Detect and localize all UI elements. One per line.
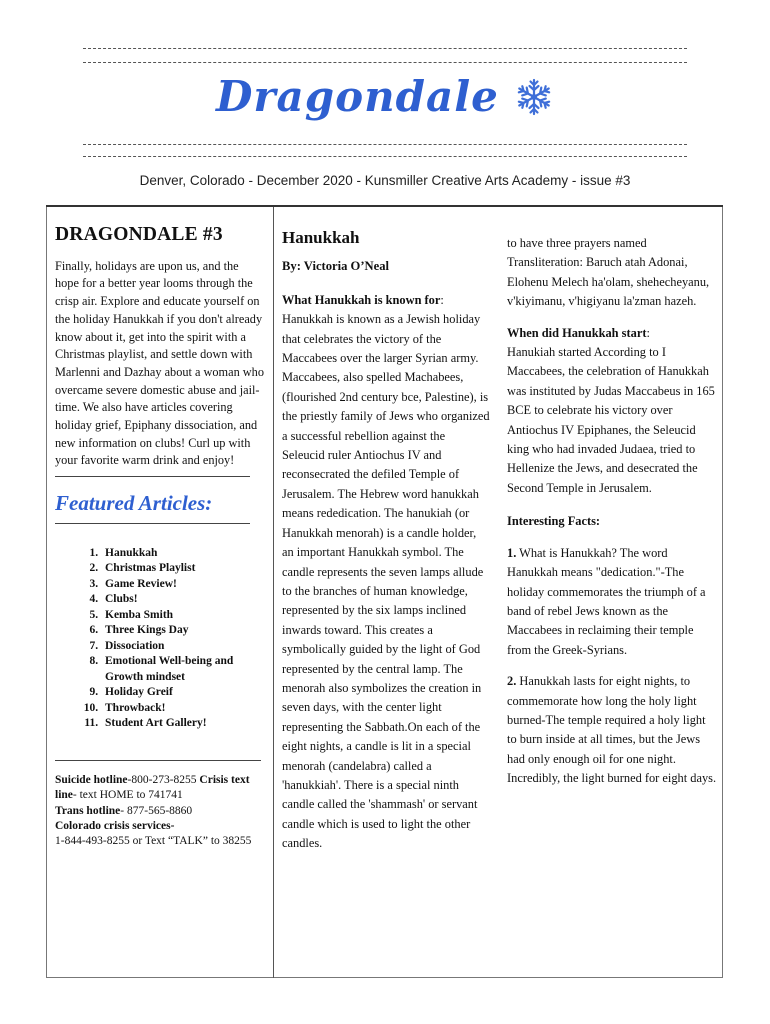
hotline-info: [55, 773, 265, 850]
trans-hotline-label: Trans hotline: [55, 804, 121, 817]
snowflake-icon: [514, 77, 554, 117]
fact-text: Hanukkah lasts for eight nights, to commemorate how long the holy light burned-The temple required a holy light to burn inside at all times, but the Jews had only enough oil for one night. Incredibly, the light burned for eight days.: [507, 674, 717, 786]
list-item[interactable]: 7. Dissociation: [101, 639, 265, 655]
divider-rule: [55, 760, 261, 761]
intro-text: Finally, holidays are upon us, and the hope for a better year looms through the crisp air. Explore and educate yourself on the holiday Hanukkah if you don't already know about it, get into the spirit with a Christmas playlist, and settle down with Marlenni and Dazhay about a woman who overcame severe domestic abuse and jail-time. We also have articles covering holiday grief, Epiphany dissociation, and new information on clubs! Curl up with your favorite warm drink and enjoy!: [55, 258, 264, 468]
masthead: [0, 72, 770, 121]
known-for-section: [282, 291, 490, 854]
article-column: [282, 228, 490, 854]
start-heading: When did Hanukkah start: [507, 325, 647, 340]
list-item[interactable]: 2. Christmas Playlist: [101, 561, 265, 577]
divider-rule: [55, 523, 250, 524]
sidebar-column: [55, 226, 265, 850]
list-item[interactable]: 5. Kemba Smith: [101, 608, 265, 624]
list-item[interactable]: 6. Three Kings Day: [101, 623, 265, 639]
suicide-hotline-number: -800-273-8255: [127, 773, 200, 786]
fact-number: 2.: [507, 674, 517, 689]
list-item[interactable]: 3. Game Review!: [101, 577, 265, 593]
heading-colon: :: [440, 292, 444, 307]
start-section: [507, 324, 717, 499]
suicide-hotline-label: Suicide hotline: [55, 773, 128, 786]
list-item[interactable]: 4. Clubs!: [101, 592, 265, 608]
article-title: Hanukkah: [282, 228, 360, 247]
trans-hotline-number: - 877-565-8860: [120, 804, 193, 817]
fact-2: [507, 672, 717, 788]
fact-1: [507, 544, 717, 660]
frame-border: [46, 207, 47, 978]
article-byline: By: Victoria O’Neal: [282, 259, 390, 274]
list-item[interactable]: 11. Student Art Gallery!: [101, 716, 265, 732]
newsletter-title: Dragondale: [215, 72, 499, 121]
facts-heading: Interesting Facts:: [507, 514, 601, 529]
prayers-text: to have three prayers named Transliteration: Baruch atah Adonai, Elohenu Melech ha'olam, shehecheyanu, v'kiyimanu, v'higiyanu la'zman hazeh.: [507, 236, 710, 309]
sidebar-heading: DRAGONDALE #3: [55, 224, 223, 245]
start-body: Hanukiah started According to I Maccabees, the celebration of Hanukkah was instituted by Judas Maccabeus in 165 BCE to celebrate his victory over Antiochus IV Epiphanes, the Seleucid king who had invaded Judaea, tried to Hellenize the Jews, and desecrated the Second Temple in Jerusalem.: [507, 345, 715, 495]
crisis-text-label: Crisis text line: [55, 773, 250, 802]
divider-rule: [55, 476, 250, 477]
article-continued-column: [507, 234, 717, 789]
list-item[interactable]: 1. Hanukkah: [101, 546, 265, 562]
dashed-rule: [83, 144, 687, 145]
list-item[interactable]: 8. Emotional Well-being and Growth mindset: [101, 654, 265, 685]
header-divider: [46, 205, 723, 207]
dashed-rule: [83, 156, 687, 157]
known-for-body: Hanukkah is known as a Jewish holiday that celebrates the victory of the Maccabees over the larger Syrian army. Maccabees, also spelled Machabees, (flourished 2nd century bce, Palestine), is the priestly family of Jews who organized a successful rebellion against the Seleucid ruler Antiochus IV and reconsecrated the defiled Temple of Jerusalem. The Hebrew word hanukkah means rededication. The hanukiah (or Hanukkah menorah) is a candle holder, an important Hanukkah symbol. The candle represents the seven lamps allude to the branches of human knowledge, represented by the six lamps inclined inwards toward. This creates a symbolically guided by the light of God represented by the central lamp. The menorah also symbolizes the creation in seven days, with the center light representing the Sabbath.On each of the eight nights, a candle is lit in a special menorah (candelabra) called a 'hanukkiah'. There is a special ninth candle called the 'shammash' or servant candle which is used to light the other candles.: [282, 312, 490, 851]
known-for-heading: What Hanukkah is known for: [282, 292, 441, 307]
list-item[interactable]: 9. Holiday Greif: [101, 685, 265, 701]
crisis-text-info: - text HOME to 741741: [72, 789, 183, 802]
heading-colon: :: [646, 325, 650, 340]
featured-articles-heading: Featured Articles:: [55, 491, 213, 516]
fact-text: What is Hanukkah? The word Hanukkah means "dedication."-The holiday commemorates the triumph of a band of rebel Jews known as the Maccabees in reclaiming their temple from the Greek-Syrians.: [507, 545, 706, 657]
issue-info: Denver, Colorado - December 2020 - Kunsmiller Creative Arts Academy - issue #3: [139, 173, 631, 188]
frame-border: [722, 207, 723, 978]
dashed-rule: [83, 62, 687, 63]
article-list: [55, 546, 265, 732]
dashed-rule: [83, 48, 687, 49]
colorado-crisis-label: Colorado crisis services-: [55, 820, 175, 833]
frame-border: [46, 977, 723, 978]
colorado-crisis-info: 1-844-493-8255 or Text “TALK” to 38255: [55, 835, 252, 848]
column-divider: [273, 207, 274, 978]
fact-number: 1.: [507, 545, 517, 560]
list-item[interactable]: 10. Throwback!: [101, 701, 265, 717]
